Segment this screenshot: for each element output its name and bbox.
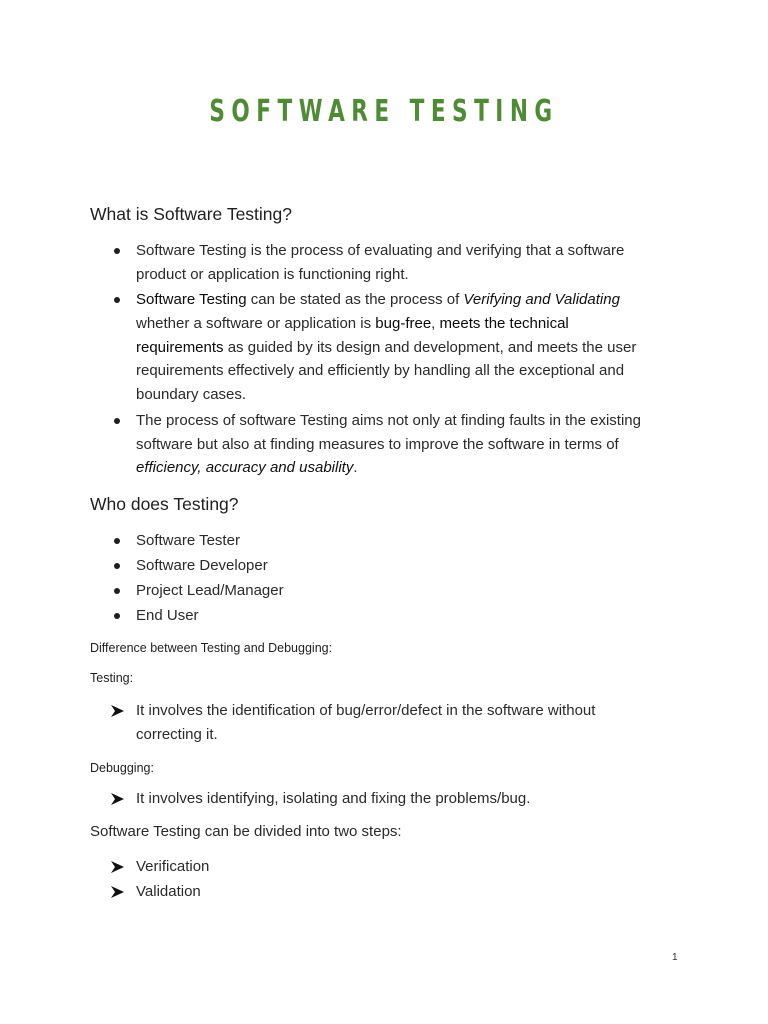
bullet-dot xyxy=(114,248,120,254)
debugging-label: Debugging: xyxy=(90,761,154,775)
bullet-text: Software Testing is the process of evaluating and verifying that a software xyxy=(136,242,625,259)
testing-description: It involves the identification of bug/error/defect in the software without xyxy=(136,702,596,719)
bullet-dot xyxy=(114,297,120,303)
bullet-dot xyxy=(114,588,120,594)
arrow-bullet-icon xyxy=(110,792,125,806)
list-item: Software Developer xyxy=(136,557,268,574)
bullet-text xyxy=(136,339,636,356)
testing-label: Testing: xyxy=(90,671,134,685)
difference-heading: Difference between Testing and Debugging: xyxy=(90,641,333,655)
term-requirements: requirements xyxy=(136,339,224,356)
list-item: Project Lead/Manager xyxy=(136,582,284,599)
testing-description-cont: correcting it. xyxy=(136,726,218,743)
step-item-validation: Validation xyxy=(136,883,201,900)
bullet-dot xyxy=(114,613,120,619)
bullet-text xyxy=(136,459,358,476)
term-bug-free: bug-free xyxy=(375,315,432,332)
section-heading-who-does: Who does Testing? xyxy=(90,494,239,514)
bullet-text: product or application is functioning right. xyxy=(136,266,409,283)
bullet-dot xyxy=(114,418,120,424)
bullet-text: The process of software Testing aims not only at finding faults in the existing xyxy=(136,412,641,429)
arrow-bullet-icon xyxy=(110,885,125,899)
bullet-dot xyxy=(114,538,120,544)
list-item: Software Tester xyxy=(136,532,240,549)
bullet-text: boundary cases. xyxy=(136,386,247,403)
list-item: End User xyxy=(136,607,199,624)
section-heading-what-is: What is Software Testing? xyxy=(90,204,292,224)
emphasis-verifying-validating: Verifying and Validating xyxy=(463,291,620,308)
emphasis-efficiency: efficiency, accuracy and usability xyxy=(136,459,354,476)
arrow-bullet-icon xyxy=(110,860,125,874)
text-run: . xyxy=(353,459,358,476)
document-title: SOFTWARE TESTING xyxy=(209,94,559,129)
text-run: can be stated as the process of xyxy=(246,291,464,308)
bullet-text xyxy=(136,315,569,332)
text-run: , xyxy=(431,315,440,332)
text-run: as guided by its design and development, and meets the user xyxy=(223,339,637,356)
term-software-testing: Software Testing xyxy=(136,291,247,308)
step-item-verification: Verification xyxy=(136,858,210,875)
bullet-text: software but also at finding measures to improve the software in terms of xyxy=(136,436,619,453)
debugging-description: It involves identifying, isolating and fixing the problems/bug. xyxy=(136,790,531,807)
text-run: whether a software or application is xyxy=(136,315,376,332)
bullet-text: requirements effectively and efficiently by handling all the exceptional and xyxy=(136,362,625,379)
term-meets-technical: meets the technical xyxy=(439,315,569,332)
page-number: 1 xyxy=(672,952,678,963)
steps-intro: Software Testing can be divided into two steps: xyxy=(90,823,402,840)
bullet-dot xyxy=(114,563,120,569)
arrow-bullet-icon xyxy=(110,704,125,718)
bullet-text xyxy=(136,291,620,308)
